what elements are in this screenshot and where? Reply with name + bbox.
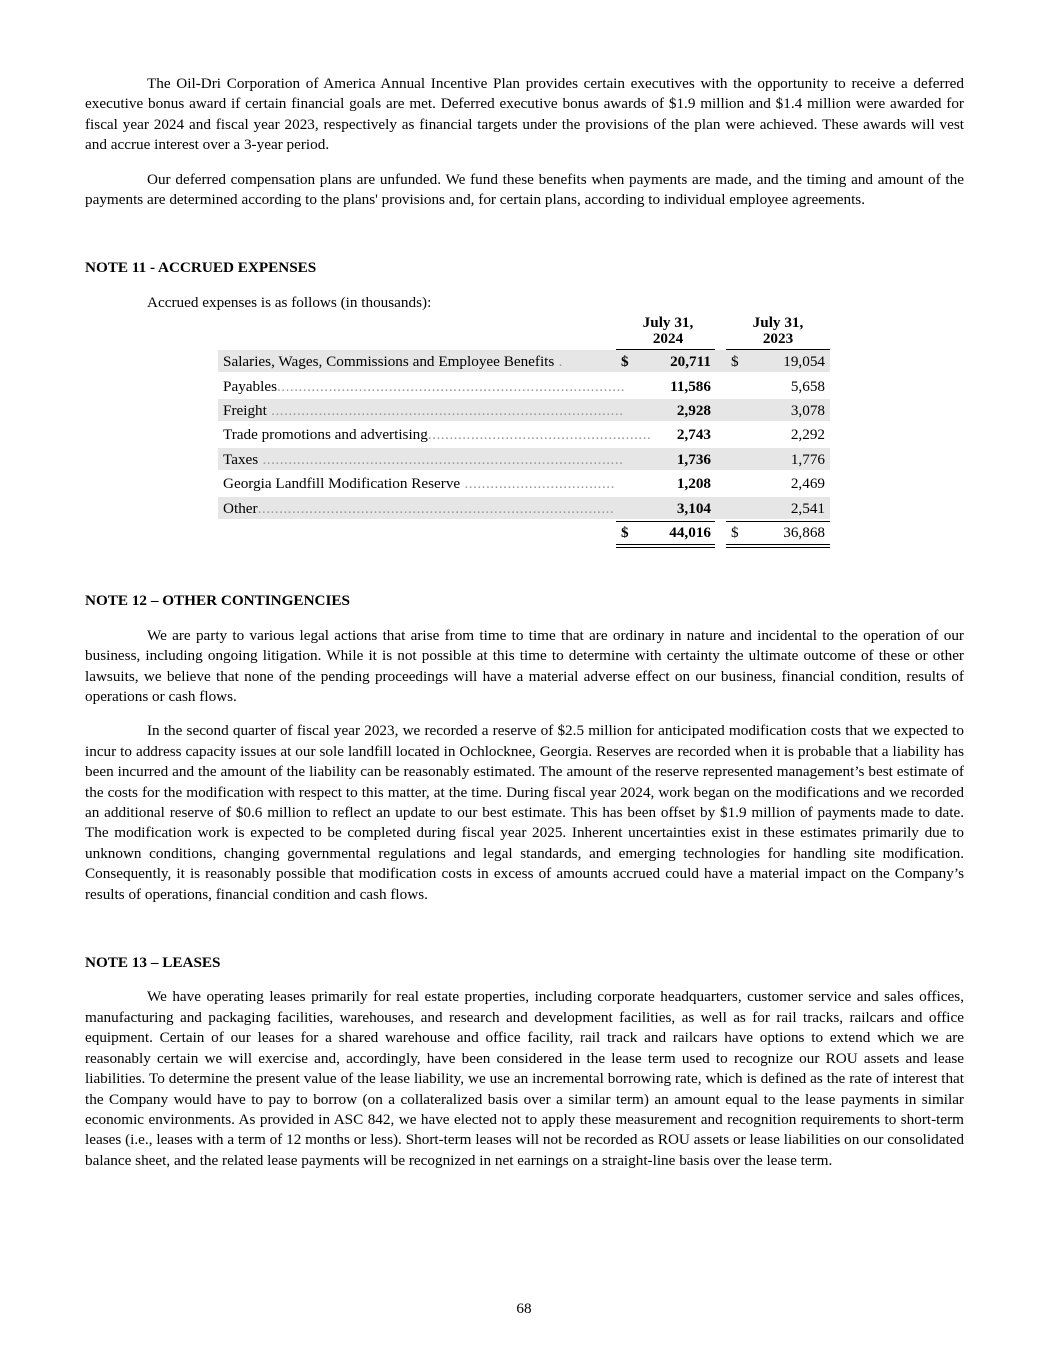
value-2024: 3,104 [676, 499, 711, 517]
value-2024: 1,208 [676, 475, 711, 493]
table-total-row [218, 521, 830, 545]
table-row: Georgia Landfill Modification Reserve ................................... 1,208 2,469 [218, 472, 830, 496]
value-2023: 2,541 [790, 499, 825, 517]
value-2023: 2,469 [790, 475, 825, 493]
table-row: Taxes .................................................................................... 1,736 1,776 [218, 448, 830, 472]
row-label: Salaries, Wages, Commissions and Employee Benefits [223, 353, 555, 371]
total-2023: 36,868 [783, 523, 825, 541]
row-label: Taxes [223, 450, 259, 468]
row-label: Freight [223, 402, 267, 420]
note11-heading: NOTE 11 - ACCRUED EXPENSES [85, 259, 317, 277]
note12-heading: NOTE 12 – OTHER CONTINGENCIES [85, 592, 350, 610]
currency-symbol: $ [731, 523, 739, 541]
currency-symbol: $ [621, 523, 629, 541]
value-2023: 19,054 [783, 353, 825, 371]
total-double-rule-2024 [616, 544, 715, 548]
table-row: Payables................................................................................. 11,586 5,658 [218, 375, 830, 399]
paragraph-legal-actions: We are party to various legal actions that arise from time to time that are ordinary in nature and incidental to the operation of our business, including ongoing litigation. While it is not possible at this time to determine with certainty the ultimate outcome of these or other lawsuits, we believe that none of the pending proceedings will have a material adverse effect on our business, financial condition, results of operations or cash flows. [85, 626, 964, 705]
note11-intro: Accrued expenses is as follows (in thousands): [147, 293, 432, 311]
table-row: Other................................................................................... 3,104 2,541 [218, 497, 830, 521]
value-2023: 3,078 [790, 402, 825, 420]
total-2024: 44,016 [669, 523, 711, 541]
value-2024: 2,743 [676, 426, 711, 444]
column-header-2024: July 31, 2024 [642, 314, 694, 348]
value-2023: 5,658 [790, 377, 825, 395]
table-body [218, 350, 830, 545]
paragraph-deferred-compensation: Our deferred compensation plans are unfunded. We fund these benefits when payments are made, and the timing and amount of the payments are determined according to the plans' provisions and, for certain plans, according to individual employee agreements. [85, 170, 964, 209]
row-label: Payables [223, 377, 277, 395]
value-2024: 11,586 [670, 377, 711, 395]
value-2023: 1,776 [790, 450, 825, 468]
column-header-2023: July 31, 2023 [752, 314, 804, 348]
currency-symbol: $ [621, 353, 629, 371]
page-number: 68 [516, 1300, 532, 1317]
table-row: Freight .................................................................................. 2,928 3,078 [218, 399, 830, 423]
table-header [218, 315, 830, 349]
paragraph-leases: We have operating leases primarily for real estate properties, including corporate headquarters, customer service and sales offices, manufacturing and packaging facilities, warehouses, and research and development facilities, as well as for rail tracks, railcars and office equipment. Certain of our leases for a shared warehouse and office facility, rail track and railcars have options to extend which we are reasonably certain we will exercise and, accordingly, have been considered in the lease term used to recognize our ROU assets and lease liabilities. To determine the present value of the lease liability, we use an incremental borrowing rate, which is defined as the rate of interest that the Company would have to pay to borrow (on a collateralized basis over a similar term) an amount equal to the lease payments in similar economic environments. As provided in ASC 842, we have elected not to apply these measurement and recognition requirements to short-term leases (i.e., leases with a term of 12 months or less). Short-term leases will not be recorded as ROU assets or lease liabilities on our consolidated balance sheet, and the related lease payments will be recognized in net earnings on a straight-line basis over the lease term. [85, 988, 964, 1169]
row-label: Georgia Landfill Modification Reserve [223, 475, 461, 493]
value-2024: 1,736 [676, 450, 711, 468]
paragraph-landfill-reserve: In the second quarter of fiscal year 2023, we recorded a reserve of $2.5 million for anticipated modification costs that we expected to incur to address capacity issues at our sole landfill located in Ochlocknee, Georgia. Reserves are recorded when it is probable that a liability has been incurred and the amount of the liability can be reasonably estimated. The amount of the reserve represented management’s best estimate of the costs for the modification with respect to this matter, at the time. During fiscal year 2024, work began on the modifications and we recorded an additional reserve of $0.6 million to reflect an update to our best estimate. This has been offset by $1.9 million of payments made to date. The modification work is expected to be completed during fiscal year 2025. Inherent uncertainties exist in these estimates primarily due to unknown conditions, changing governmental regulations and legal standards, and emerging technologies for handling site modification. Consequently, it is reasonably possible that modification costs in excess of amounts accrued could have a material impact on the Company’s results of operations, financial condition and cash flows. [85, 722, 964, 903]
value-2024: 2,928 [676, 402, 711, 420]
currency-symbol: $ [731, 353, 739, 371]
total-double-rule-2023 [726, 544, 830, 548]
table-row: Trade promotions and advertising.................................................... 2,743 2,292 [218, 423, 830, 447]
row-label: Trade promotions and advertising [223, 426, 428, 444]
row-label: Other [223, 499, 258, 517]
table-row: Salaries, Wages, Commissions and Employee Benefits . $ 20,711 $ 19,054 [218, 350, 830, 374]
note13-heading: NOTE 13 – LEASES [85, 954, 221, 972]
value-2024: 20,711 [670, 353, 711, 371]
document-page [85, 74, 964, 1171]
value-2023: 2,292 [790, 426, 825, 444]
accrued-expenses-table [218, 315, 830, 545]
paragraph-incentive-plan: The Oil-Dri Corporation of America Annual Incentive Plan provides certain executives with the opportunity to receive a deferred executive bonus award if certain financial goals are met. Deferred executive bonus awards of $1.9 million and $1.4 million were awarded for fiscal year 2024 and fiscal year 2023, respectively as financial targets under the provisions of the plan were achieved. These awards will vest and accrue interest over a 3-year period. [85, 75, 964, 154]
